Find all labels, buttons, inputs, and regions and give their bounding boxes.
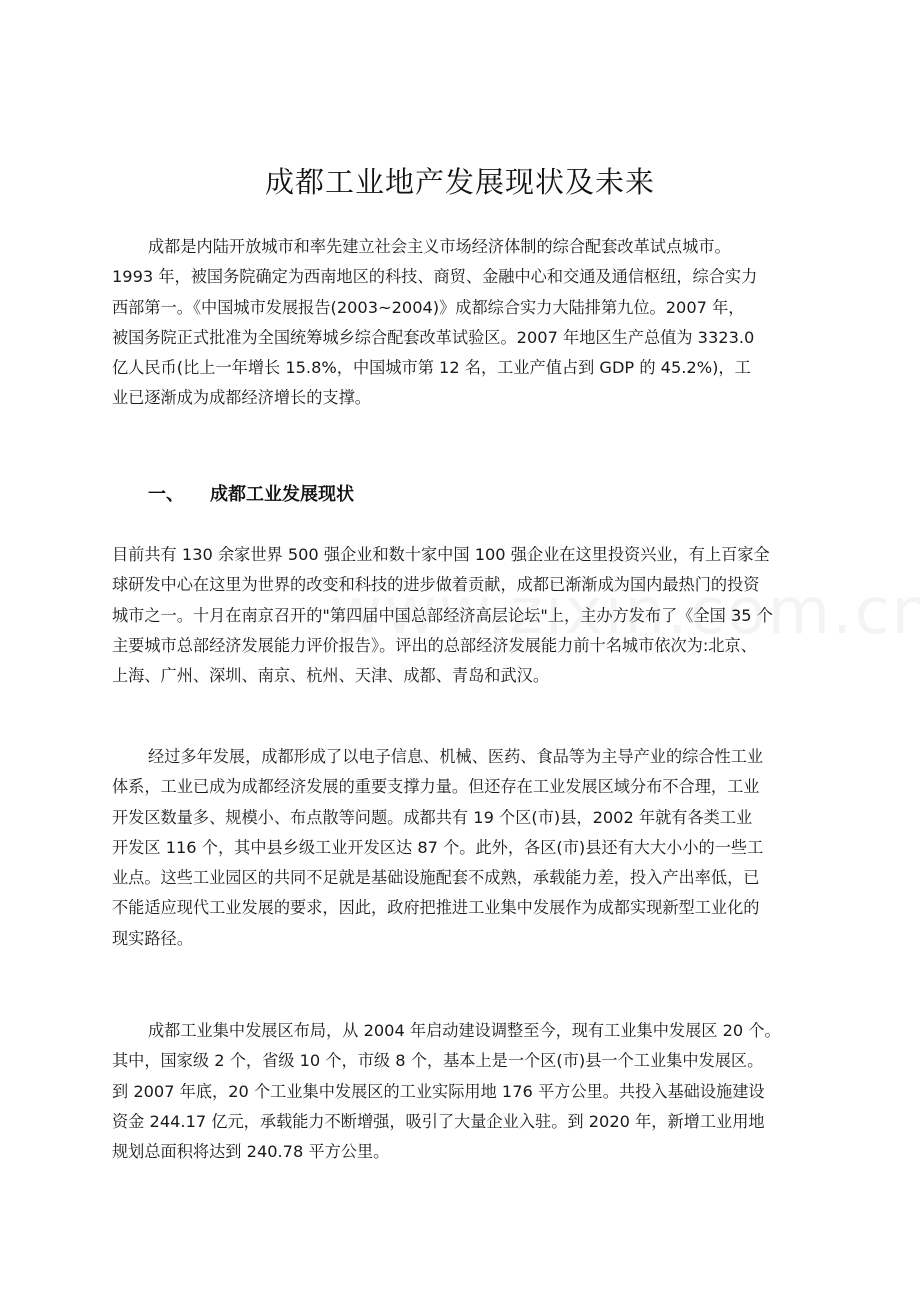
text-line: 被国务院正式批准为全国统筹城乡综合配套改革试验区。2007 年地区生产总值为 3323.0 <box>112 327 755 347</box>
text-line: 开发区数量多、规模小、布点散等问题。成都共有 19 个区(市)县，2002 年就有各类工业 <box>112 807 753 827</box>
section-title: 成都工业发展现状 <box>210 484 354 505</box>
text-line: 成都是内陆开放城市和率先建立社会主义市场经济体制的综合配套改革试点城市。 <box>148 237 731 256</box>
text-line: 业点。这些工业园区的共同不足就是基础设施配套不成熟，承载能力差，投入产出率低，已 <box>112 868 760 888</box>
document-title: 成都工业地产发展现状及未来 <box>264 165 655 199</box>
body-paragraph-1 <box>112 540 852 691</box>
text-line: 资金 244.17 亿元，承载能力不断增强，吸引了大量企业入驻。到 2020 年，新增工业用地 <box>112 1111 765 1131</box>
text-line: 体系，工业已成为成都经济发展的重要支撑力量。但还存在工业发展区域分布不合理，工业 <box>112 777 760 797</box>
text-line: 经过多年发展，成都形成了以电子信息、机械、医药、食品等为主导产业的综合性工业 <box>148 747 764 766</box>
text-line: 业已逐渐成为成都经济增长的支撑。 <box>112 388 371 408</box>
text-line: 西部第一。《中国城市发展报告(2003~2004)》成都综合实力大陆排第九位。2007 年， <box>112 297 745 317</box>
body-paragraph-2 <box>112 742 852 954</box>
text-line: 规划总面积将达到 240.78 平方公里。 <box>112 1142 390 1162</box>
body-paragraph-3 <box>112 1016 852 1167</box>
text-line: 开发区 116 个，其中县乡级工业开发区达 87 个。此外，各区(市)县还有大大小小的一些工 <box>112 837 764 857</box>
text-line: 1993 年，被国务院确定为西南地区的科技、商贸、金融中心和交通及通信枢纽，综合实力 <box>112 267 758 287</box>
intro-paragraph <box>112 232 852 414</box>
section-number: 一、 <box>148 484 184 505</box>
text-line: 主要城市总部经济发展能力评价报告》。评出的总部经济发展能力前十名城市依次为:北京、 <box>112 635 757 655</box>
text-line: 不能适应现代工业发展的要求，因此，政府把推进工业集中发展作为成都实现新型工业化的 <box>112 898 760 918</box>
text-line: 上海、广州、深圳、南京、杭州、天津、成都、青岛和武汉。 <box>112 666 550 686</box>
text-line: 球研发中心在这里为世界的改变和科技的进步做着贡献，成都已渐渐成为国内最热门的投资 <box>112 575 760 595</box>
section-heading <box>148 480 354 506</box>
text-line: 城市之一。十月在南京召开的"第四届中国总部经济高层论坛"上，主办方发布了《全国 35 个 <box>112 605 773 625</box>
text-line: 成都工业集中发展区布局，从 2004 年启动建设调整至今，现有工业集中发展区 20 个。 <box>148 1021 781 1040</box>
text-line: 现实路径。 <box>112 928 193 948</box>
text-line: 亿人民币(比上一年增长 15.8%，中国城市第 12 名，工业产值占到 GDP 的 45.2%)，工 <box>112 358 751 378</box>
text-line: 目前共有 130 余家世界 500 强企业和数十家中国 100 强企业在这里投资兴业，有上百家全 <box>112 545 770 564</box>
text-line: 到 2007 年底，20 个工业集中发展区的工业实际用地 176 平方公里。共投入基础设施建设 <box>112 1081 765 1101</box>
text-line: 其中，国家级 2 个，省级 10 个，市级 8 个，基本上是一个区(市)县一个工业集中发展区。 <box>112 1051 764 1071</box>
